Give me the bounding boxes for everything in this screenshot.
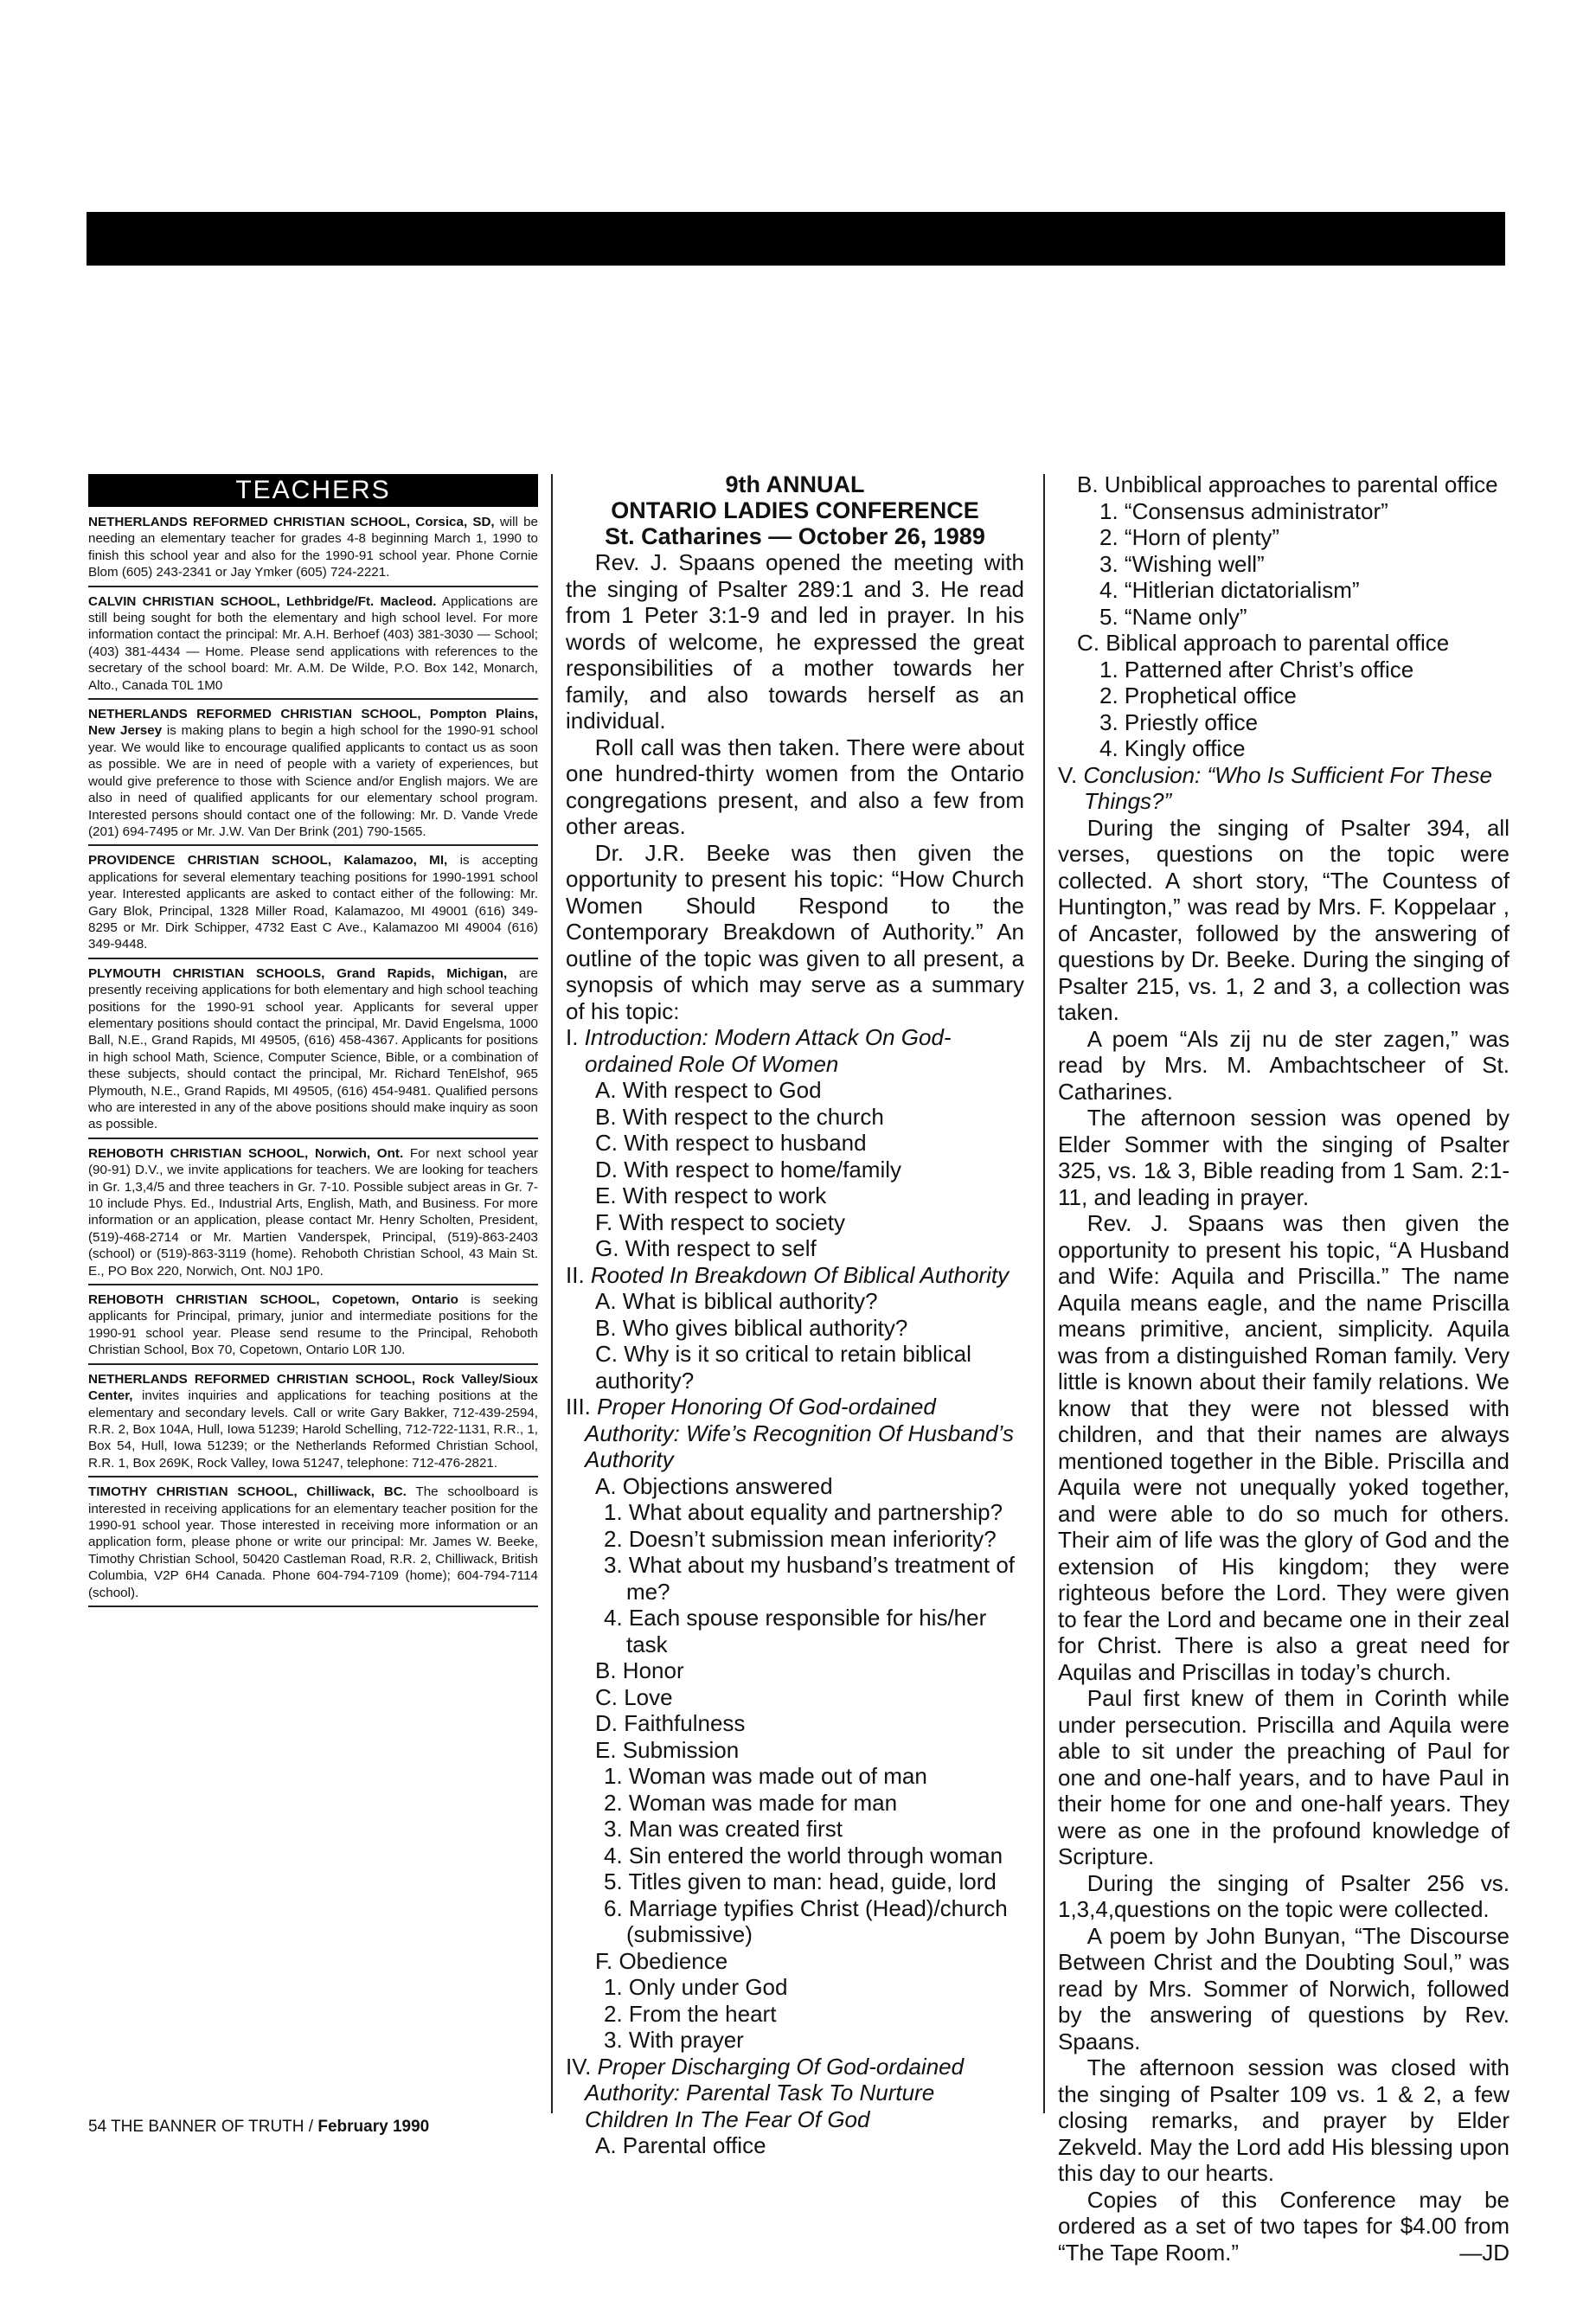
ad-lead: NETHERLANDS REFORMED CHRISTIAN SCHOOL, Rock Valley/Sioux Center,	[88, 1371, 538, 1404]
outline-section	[566, 1394, 1024, 1473]
outline-item: A. Parental office	[595, 2132, 766, 2158]
paragraph	[1058, 2187, 1509, 2266]
outline-numeral: I.	[566, 1024, 585, 1050]
teachers-column	[88, 474, 538, 1613]
outline-item: C. Love	[595, 1683, 673, 1710]
outline-numeral: IV.	[566, 2053, 598, 2080]
outline-subitem: 1. Only under God	[604, 1974, 788, 2000]
conference-date-line: St. Catharines — October 26, 1989	[605, 523, 985, 549]
outline-item: B. Honor	[595, 1657, 684, 1683]
outline-subitem: 3. Priestly office	[1099, 708, 1259, 735]
outline-heading: Conclusion: “Who Is Sufficient For These Things?”	[1083, 761, 1492, 814]
paragraph: A poem “Als zij nu de ster zagen,” was read by Mrs. M. Ambachtscheer of St. Catharines.	[1058, 1025, 1509, 1105]
ad-body: Applications are still being sought for both the elementary and high school level. For more information contact the principal: Mr. A.H. Berhoef (403) 381-3030 — School; (403) 381-4434 — Home. Please send applications with references to the secretary of the school board: Mr. A.M. De Wilde, P.O. Box 142, Monarch, Alto., Canada T0L 1M0	[88, 593, 538, 693]
outline-subitem: 5. Titles given to man: head, guide, lord	[604, 1868, 997, 1894]
ad-lead: CALVIN CHRISTIAN SCHOOL, Lethbridge/Ft. Macleod.	[88, 593, 437, 609]
issue-date: February 1990	[317, 2118, 430, 2136]
teacher-ad	[88, 514, 538, 587]
paragraph: The afternoon session was opened by Elder Sommer with the singing of Psalter 325, vs. 1& 3, Bible reading from 1 Sam. 2:1-11, and leading in prayer.	[1058, 1105, 1509, 1210]
outline-subitem: 2. From the heart	[604, 2000, 777, 2027]
publication-name: THE BANNER OF TRUTH /	[111, 2118, 314, 2136]
outline-item: C. Biblical approach to parental office	[1077, 630, 1450, 656]
outline-section	[566, 1024, 1024, 1077]
outline-subitem: 4. Sin entered the world through woman	[604, 1842, 1003, 1868]
outline-section	[566, 2054, 1024, 2133]
ad-body: will be needing an elementary teacher for grades 4-8 beginning March 1, 1990 to finish this school year and also for the 1990-91 school year. Phone Cornie Blom (605) 243-2341 or Jay Ymker (605) 724-2221.	[88, 515, 538, 580]
outline-item: D. Faithfulness	[595, 1710, 746, 1736]
paragraph: During the singing of Psalter 256 vs. 1,3,4,questions on the topic were collected.	[1058, 1869, 1509, 1922]
outline-subitem: 2. Prophetical office	[1099, 683, 1297, 708]
outline-heading: Proper Discharging Of God-ordained Authority: Parental Task To Nurture Children In The Fear Of God	[585, 2053, 965, 2132]
paragraph: Roll call was then taken. There were about one hundred-thirty women from the Ontario congregations present, and also a few from other areas.	[566, 734, 1024, 839]
paragraph: Rev. J. Spaans opened the meeting with the singing of Psalter 289:1 and 3. He read from 1 Peter 3:1-9 and led in prayer. In his words of welcome, he expressed the great responsibilities of a mother towards her family, and also towards herself as an individual.	[566, 549, 1024, 734]
ad-body: is making plans to begin a high school for the 1990-91 school year. We would like to encourage qualified applicants to contact us as soon as possible. We are in need of people with a variety of experiences, but would give preference to those with Science and/or English majors. We are also in need of qualified applicants for our elementary school program. Interested persons should contact one of the following: Mr. D. Vande Vrede (201) 694-7495 or Mr. J.W. Van Der Brink (201) 790-1565.	[88, 723, 539, 839]
teacher-ad	[88, 1292, 538, 1365]
outline-subitem: 3. Man was created first	[604, 1816, 843, 1842]
outline-item: B. With respect to the church	[595, 1103, 884, 1130]
ad-lead: NETHERLANDS REFORMED CHRISTIAN SCHOOL, Corsica, SD,	[88, 515, 495, 529]
outline-item: A. Objections answered	[595, 1472, 833, 1499]
conference-title-line2: ONTARIO LADIES CONFERENCE	[611, 497, 979, 523]
paragraph: During the singing of Psalter 394, all verses, questions on the topic were collected. A short story, “The Countess of Huntington,” was read by Mrs. F. Koppelaar , of Ancaster, followed by the answering of questions by Dr. Beeke. During the singing of Psalter 215, vs. 1, 2 and 3, a collection was taken.	[1058, 814, 1509, 1025]
outline-item: C. With respect to husband	[595, 1130, 867, 1156]
ad-lead: NETHERLANDS REFORMED CHRISTIAN SCHOOL, Pompton Plains, New Jersey	[88, 707, 538, 739]
outline-item: D. With respect to home/family	[595, 1156, 901, 1183]
ad-lead: PROVIDENCE CHRISTIAN SCHOOL, Kalamazoo, MI,	[88, 853, 448, 868]
conference-column-continued	[1058, 471, 1509, 2266]
ad-body: The schoolboard is interested in receiving applications for an elementary teacher position for the 1990-91 school year. Those interested in receiving more information or an application form, please phone or write our principal: Mr. James W. Beeke, Timothy Christian School, 50420 Castleman Road, R.R. 2, Chilliwack, British Columbia, V2P 6H4 Canada. Phone 604-794-7109 (home); 604-794-7114 (school).	[88, 1484, 538, 1600]
outline-subitem: 2. Woman was made for man	[604, 1789, 898, 1816]
outline-subitem: 1. “Consensus administrator”	[1099, 497, 1388, 524]
outline-item: F. Obedience	[595, 1947, 728, 1974]
ad-lead: REHOBOTH CHRISTIAN SCHOOL, Norwich, Ont.	[88, 1145, 404, 1161]
outline-subitem: 3. With prayer	[604, 2027, 744, 2053]
outline-subitem: 1. Woman was made out of man	[604, 1763, 927, 1789]
paragraph: A poem by John Bunyan, “The Discourse Between Christ and the Doubting Soul,” was read by Mrs. Sommer of Norwich, followed by the answering of questions by Rev. Spaans.	[1058, 1922, 1509, 2054]
column-rule	[551, 474, 553, 2113]
outline-subitem: 3. What about my husband’s treatment of me?	[604, 1552, 1016, 1605]
outline-section	[566, 1262, 1024, 1289]
ad-lead: REHOBOTH CHRISTIAN SCHOOL, Copetown, Ontario	[88, 1292, 458, 1308]
ad-body: are presently receiving applications for both elementary and high school teaching positions for the 1990-91 school year. Applicants for several upper elementary positions should contact the principal, Mr. David Engelsma, 1000 Ball, N.E., Grand Rapids, MI 49505, (616) 458-4367. Applicants for positions in high school Math, Science, Computer Science, Bible, or a combination of these subjects, should contact the principal, Mr. Richard TenElshof, 965 Plymouth, N.E., Grand Rapids, MI 49505, (616) 454-9481. Qualified persons who are interested in any of the above positions should make inquiry as soon as possible.	[88, 965, 538, 1132]
outline-item: E. With respect to work	[595, 1183, 827, 1208]
closing-text: Copies of this Conference may be ordered as a set of two tapes for $4.00 from “The Tape Room.”	[1058, 2186, 1509, 2266]
outline-subitem: 2. Doesn’t submission mean inferiority?	[604, 1525, 997, 1552]
teacher-ad	[88, 965, 538, 1139]
paragraph: Paul first knew of them in Corinth while under persecution. Priscilla and Aquila were able to sit under the preaching of Paul for one and one-half years, and to have Paul in their home for one and one-half years. They were as one in the profound knowledge of Scripture.	[1058, 1685, 1509, 1869]
column-rule	[1043, 474, 1045, 2113]
ad-body: is seeking applicants for Principal, primary, junior and intermediate positions for the 1990-91 school year. Please send resume to the Principal, Rehoboth Christian School, Box 70, Copetown, Ontario L0R 1J0.	[88, 1292, 538, 1358]
ad-lead: PLYMOUTH CHRISTIAN SCHOOLS, Grand Rapids, Michigan,	[88, 965, 508, 981]
outline-subitem: 2. “Horn of plenty”	[1099, 524, 1280, 550]
outline-heading: Introduction: Modern Attack On God-ordained Role Of Women	[584, 1024, 952, 1077]
outline-item: B. Unbiblical approaches to parental office	[1077, 471, 1498, 497]
outline-numeral: III.	[566, 1394, 598, 1420]
outline-item: B. Who gives biblical authority?	[595, 1314, 908, 1341]
outline-numeral: V.	[1058, 761, 1084, 788]
outline-heading: Rooted In Breakdown Of Biblical Authority	[590, 1261, 1010, 1288]
outline-item: F. With respect to society	[595, 1208, 845, 1235]
outline-item: G. With respect to self	[595, 1235, 817, 1261]
header-black-bar	[87, 212, 1505, 266]
page-footer	[88, 2118, 429, 2137]
outline-subitem: 4. “Hitlerian dictatorialism”	[1099, 577, 1360, 603]
teacher-ad	[88, 706, 538, 846]
outline-subitem: 4. Each spouse responsible for his/her task	[604, 1605, 987, 1657]
outline-item: E. Submission	[595, 1736, 740, 1763]
outline-section	[1058, 762, 1509, 815]
outline-subitem: 3. “Wishing well”	[1099, 550, 1265, 577]
teacher-ad	[88, 852, 538, 958]
ad-body: is accepting applications for several elementary teaching positions for 1990-1991 school year. Interested applicants are asked to contact either of the following: Mr. Gary Blok, Principal, 1328 Miller Road, Kalamazoo, MI 49001 (616) 349-8295 or Mr. Dirk Schipper, 4732 East C Ave., Kalamazoo MI 49004 (616) 349-9448.	[88, 853, 539, 952]
paragraph: Dr. J.R. Beeke was then given the opportunity to present his topic: “How Church Women Should Respond to the Contemporary Breakdown of Authority.” An outline of the topic was given to all present, a synopsis of which may serve as a summary of his topic:	[566, 839, 1024, 1024]
ad-lead: TIMOTHY CHRISTIAN SCHOOL, Chilliwack, BC.	[88, 1484, 407, 1500]
outline-numeral: II.	[566, 1261, 591, 1288]
paragraph: Rev. J. Spaans was then given the opportunity to present his topic, “A Husband and Wife: Aquila and Priscilla.” The name Aquila means eagle, and the name Priscilla means primitive, ancient, simplicity. Aquila was from a distinguished Roman family. Very little is known about their family relations. We know that they were not blessed with children, and that their names are always mentioned together in the Bible. Priscilla and Aquila were not unequally yoked together, and were able to do so much for others. Their aim of life was the glory of God and the extension of His kingdom; they were righteous before the Lord. They were given to fear the Lord and became one in their zeal for Christ. There is also a great need for Aquilas and Priscillas in today’s church.	[1058, 1210, 1509, 1685]
conference-title-line1: 9th ANNUAL	[725, 471, 865, 497]
outline-subitem: 1. What about equality and partnership?	[604, 1499, 1003, 1525]
teachers-heading: TEACHERS	[88, 474, 538, 507]
ad-body: For next school year (90-91) D.V., we invite applications for teachers. We are looking for teachers in Gr. 1,3,4/5 and three teachers in Gr. 7-10. Possible subject areas in Gr. 7-10 include Phys. Ed., Industrial Arts, English, Math, and Business. For more information or an application, please contact Mr. Henry Scholten, President, (519)-468-2714 or Mr. Martien Vanderspek, Principal, (519)-863-2403 (school) or (519)-863-3119 (home). Rehoboth Christian School, 43 Main St. E., PO Box 220, Norwich, Ont. N0J 1P0.	[88, 1145, 538, 1279]
ad-body: invites inquiries and applications for teaching positions at the elementary and secondary levels. Call or write Gary Bakker, 712-439-2594, R.R. 2, Box 104A, Hull, Iowa 51239; Harold Schelling, 712-722-1131, R.R., 1, Box 54, Hull, Iowa 51239; or the Netherlands Reformed Christian School, R.R. 1, Box 269K, Rock Valley, Iowa 51247, telephone: 712-476-2821.	[88, 1388, 538, 1471]
signature: —JD	[1459, 2239, 1509, 2266]
outline-subitem: 6. Marriage typifies Christ (Head)/church (submissive)	[604, 1894, 1008, 1947]
outline-subitem: 4. Kingly office	[1099, 735, 1246, 761]
outline-subitem: 5. “Name only”	[1099, 603, 1247, 630]
conference-column	[566, 471, 1024, 2159]
outline-heading: Proper Honoring Of God-ordained Authority: Wife’s Recognition Of Husband’s Authority	[585, 1394, 1014, 1472]
outline-subitem: 1. Patterned after Christ’s office	[1099, 656, 1414, 683]
outline-item: A. What is biblical authority?	[595, 1288, 878, 1314]
teacher-ad	[88, 1484, 538, 1607]
teacher-ad	[88, 1371, 538, 1477]
teacher-ad	[88, 1145, 538, 1285]
outline-item: A. With respect to God	[595, 1077, 822, 1103]
page-number: 54	[88, 2118, 107, 2136]
paragraph: The afternoon session was closed with the singing of Psalter 109 vs. 1 & 2, a few closing remarks, and prayer by Elder Zekveld. May the Lord add His blessing upon this day to our hearts.	[1058, 2054, 1509, 2186]
outline-item: C. Why is it so critical to retain biblical authority?	[595, 1341, 971, 1394]
teacher-ad	[88, 593, 538, 700]
